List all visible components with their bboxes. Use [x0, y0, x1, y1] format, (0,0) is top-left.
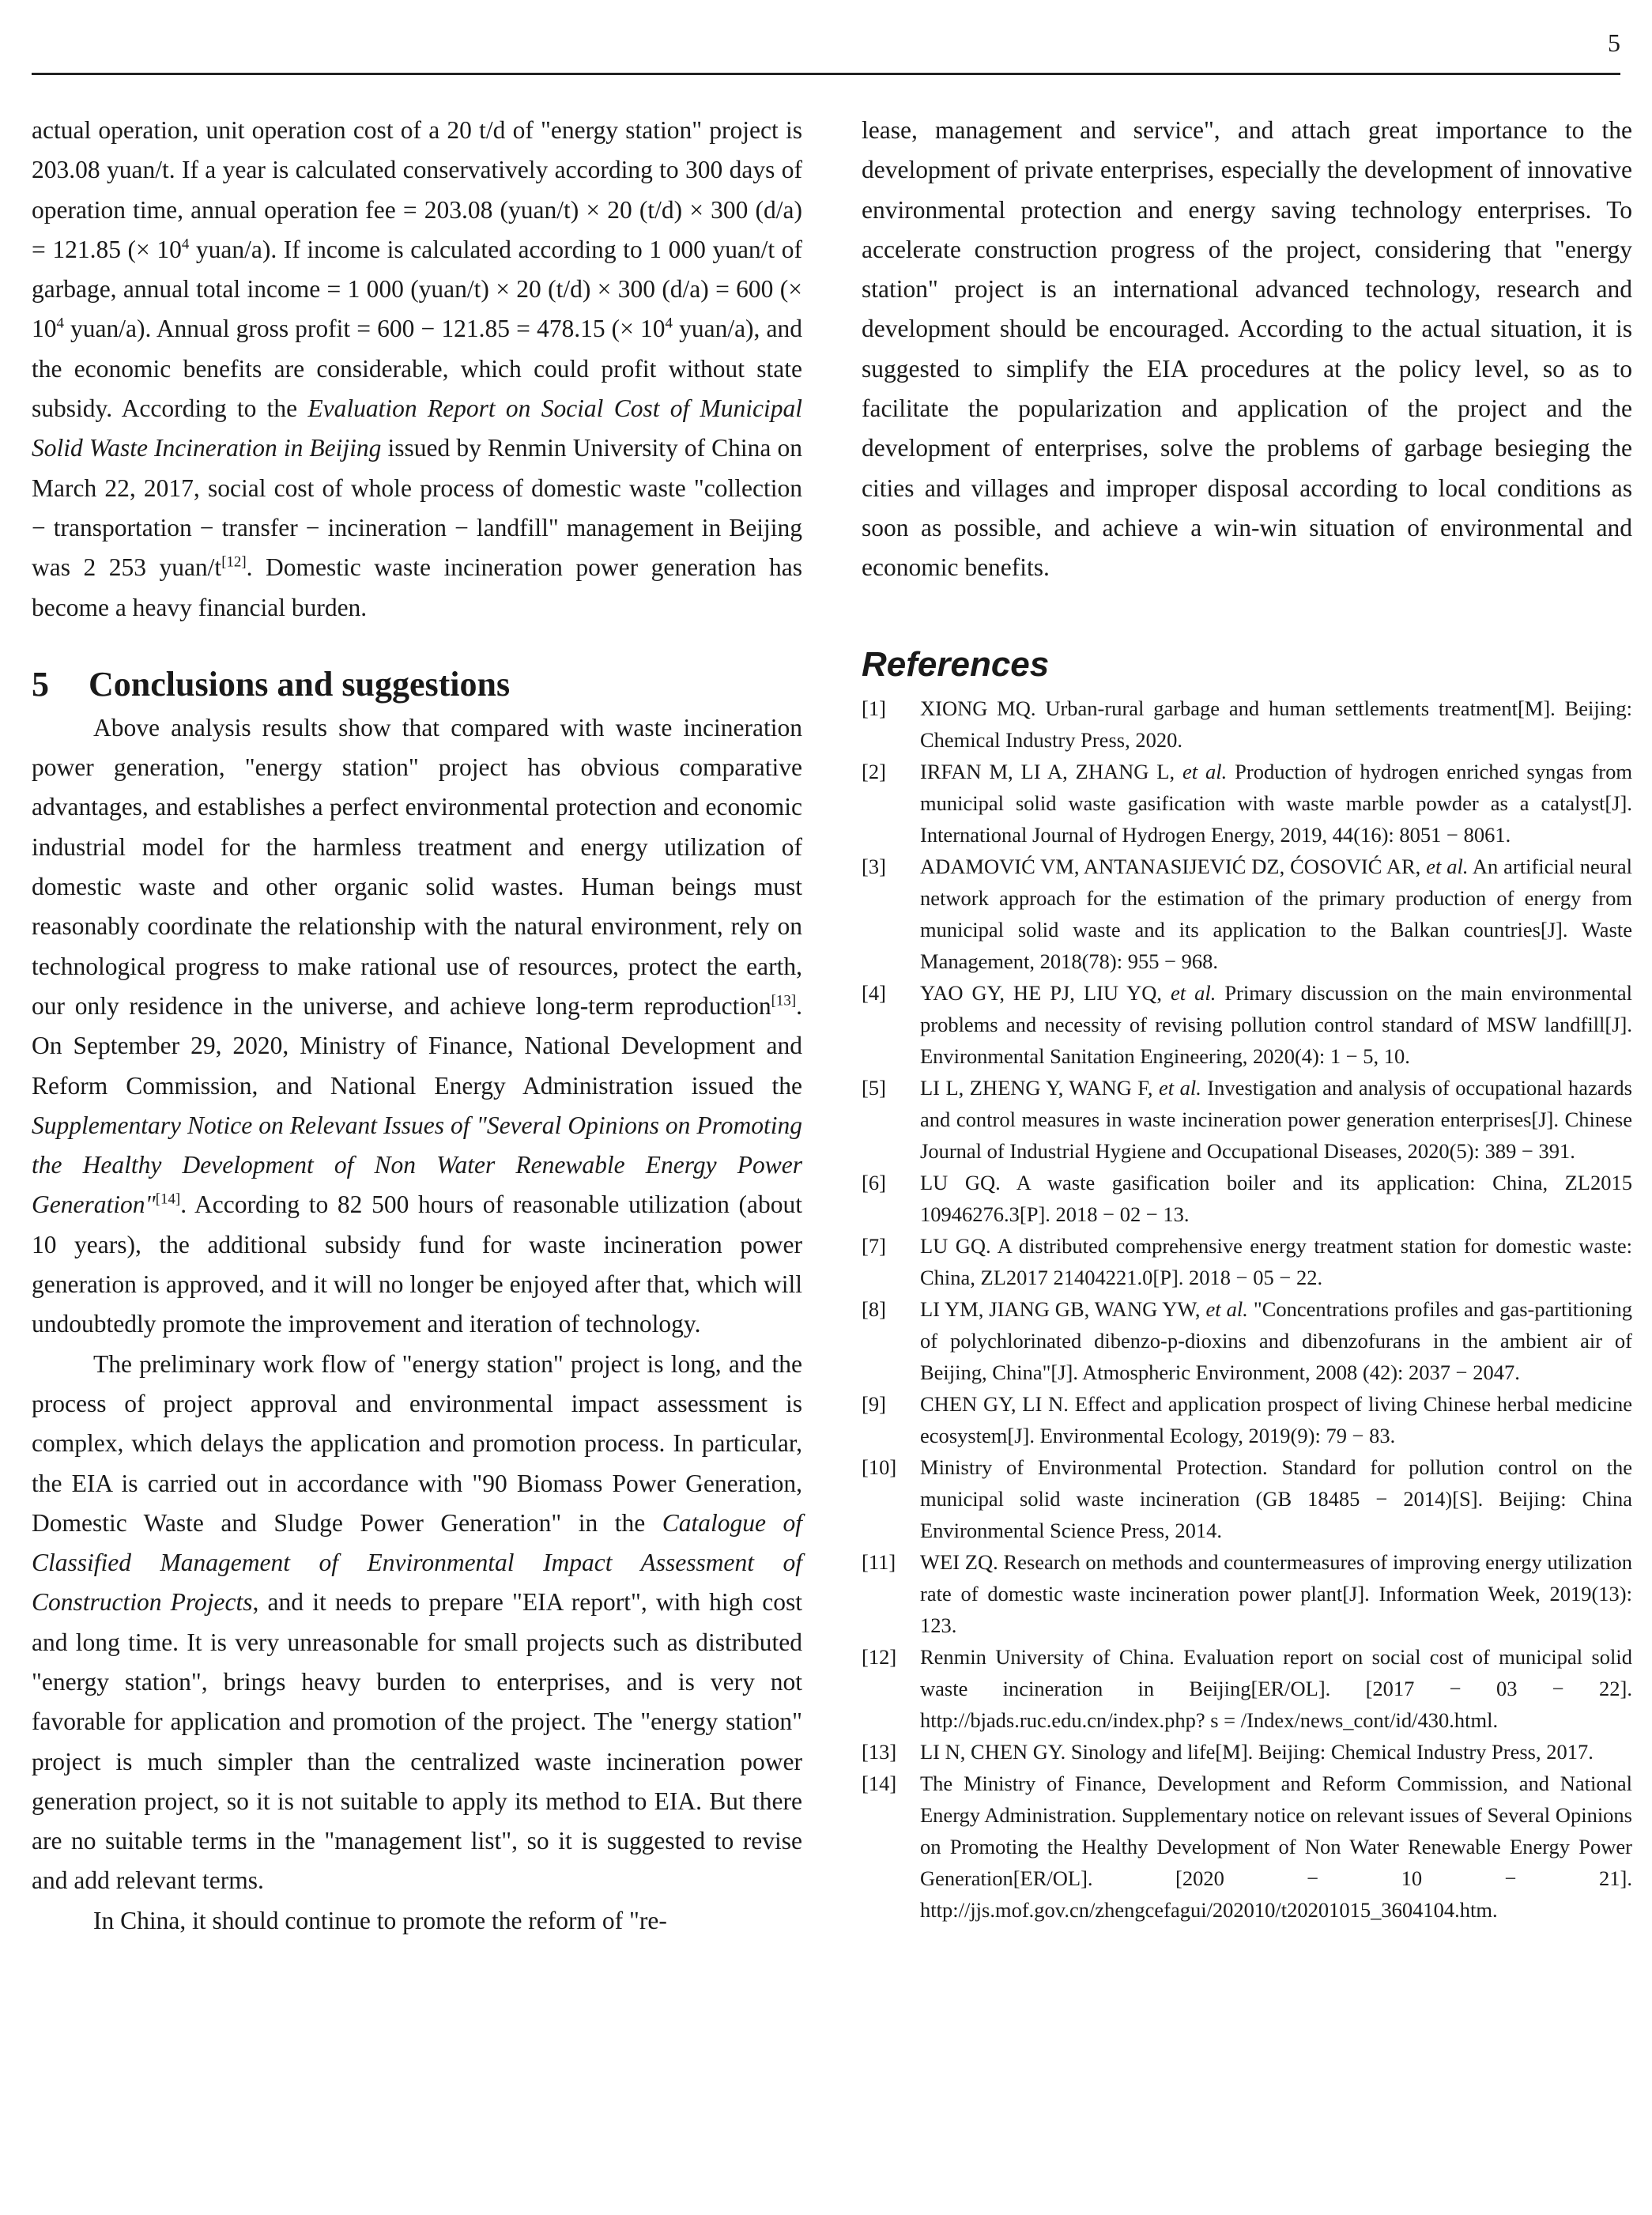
text-run: Ministry of Environmental Protection. Standard for pollution control on the municipal solid waste incineration (GB 18485 − 2014)[S]. Beijing: China Environmental Science Press, 2014. [920, 1455, 1632, 1542]
reference-label: [13] [862, 1739, 897, 1764]
right-column [862, 111, 1632, 1926]
reference-text [920, 1388, 1632, 1451]
reference-list [862, 692, 1632, 1926]
reference-item [862, 851, 1632, 977]
reference-label: [2] [862, 759, 886, 783]
text-run: LI N, CHEN GY. Sinology and life[M]. Beijing: Chemical Industry Press, 2017. [920, 1739, 1594, 1764]
text-run: yuan/a). Annual gross profit = 600 − 121.85 = 478.15 (× 10 [63, 315, 666, 343]
et-al: et al. [1170, 980, 1216, 1005]
text-run: LU GQ. A waste gasification boiler and its application: China, ZL2015 10946276.3[P]. 2018 − 02 − 13. [920, 1170, 1632, 1226]
reference-label: [5] [862, 1075, 886, 1100]
reference-label: [7] [862, 1233, 886, 1258]
text-run: YAO GY, HE PJ, LIU YQ, [920, 980, 1171, 1005]
et-al: et al. [1159, 1075, 1201, 1100]
references-heading: References [862, 644, 1050, 684]
left-column [32, 111, 802, 1941]
text-run: issued by Renmin University of China on March 22, 2017, social cost of whole process of domestic waste "collection − transportation − transfer − incineration − landfill" management in Beijing was 2 253 yuan/t [32, 434, 802, 582]
text-run: The Ministry of Finance, Development and Reform Commission, and National Energy Administration. Supplementary notice on relevant issues of Several Opinions on Promoting the Healthy Development of Non Water Renewable Energy Power Generation[ER/OL]. [2020 − 10 − 21]. http://jjs.mof.gov.cn/zhengcefagui/202010/t20201015_3604104.htm. [920, 1771, 1632, 1922]
reference-label: [9] [862, 1391, 886, 1416]
reference-text [920, 1167, 1632, 1230]
citation-14: [14] [155, 1191, 181, 1208]
reference-item [862, 1546, 1632, 1641]
reference-item [862, 692, 1632, 756]
reference-item [862, 1388, 1632, 1451]
text-run: , and it needs to prepare "EIA report", with high cost and long time. It is very unreasonable for small projects such as distributed "energy station", brings heavy burden to enterprises, and is very not favorable for application and promotion of the project. The "energy station" project is much simpler than the centralized waste incineration power generation project, so it is not suitable to apply its method to EIA. But there are no suitable terms in the "management list", so it is suggested to revise and add relevant terms. [32, 1588, 803, 1895]
paragraph-economic-analysis [32, 111, 802, 628]
italic-title: Catalogue of Classified Management of Environmental Impact Assessment of Construction Projects [32, 1508, 802, 1617]
text-run: XIONG MQ. Urban-rural garbage and human settlements treatment[M]. Beijing: Chemical Industry Press, 2020. [920, 696, 1632, 752]
reference-label: [14] [862, 1771, 897, 1795]
reference-item [862, 756, 1632, 851]
text-run: yuan/a). If income is calculated according to 1 000 yuan/t of garbage, annual total income = 1 000 (yuan/t) × 20 (t/d) × 300 (d/a) = 600 (× 10 [32, 235, 802, 343]
reference-item [862, 1768, 1632, 1926]
reference-text [920, 1230, 1632, 1293]
italic-title: Evaluation Report on Social Cost of Municipal Solid Waste Incineration in Beijing [32, 394, 802, 462]
paragraph-reform: In China, it should continue to promote the reform of "re- [93, 1906, 667, 1934]
et-al: et al. [1182, 759, 1228, 783]
reference-label: [3] [862, 854, 886, 878]
reference-label: [10] [862, 1455, 897, 1479]
reference-text [920, 1072, 1632, 1167]
reference-label: [6] [862, 1170, 886, 1194]
text-run: CHEN GY, LI N. Effect and application prospect of living Chinese herbal medicine ecosystem[J]. Environmental Ecology, 2019(9): 79 − 83. [920, 1391, 1632, 1447]
reference-item [862, 977, 1632, 1072]
superscript: 4 [181, 236, 190, 253]
citation-13: [13] [771, 992, 797, 1009]
text-run: . According to 82 500 hours of reasonable utilization (about 10 years), the additional subsidy fund for waste incineration power generation is approved, and it will no longer be enjoyed after that, which will undoubtedly promote the improvement and iteration of technology. [32, 1191, 802, 1338]
reference-text [920, 1768, 1632, 1926]
section-heading [32, 661, 802, 708]
text-run: Primary discussion on the main environmental problems and necessity of revising pollution control standard of MSW landfill[J]. Environmental Sanitation Engineering, 2020(4): 1 − 5, 10. [920, 980, 1632, 1068]
text-run: Above analysis results show that compared with waste incineration power generation, "energy station" project has obvious comparative advantages, and establishes a perfect environmental protection and economic industrial model for the harmless treatment and energy utilization of domestic waste and other organic solid wastes. Human beings must reasonably coordinate the relationship with the natural environment, rely on technological progress to make rational use of resources, protect the earth, our only residence in the universe, and achieve long-term reproduction [32, 713, 802, 1020]
text-run: Production of hydrogen enriched syngas from municipal solid waste gasification with waste marble powder as a catalyst[J]. International Journal of Hydrogen Energy, 2019, 44(16): 8051 − 8061. [920, 759, 1632, 847]
reference-label: [11] [862, 1549, 896, 1574]
reference-text [920, 1641, 1632, 1736]
reference-label: [8] [862, 1296, 886, 1321]
page-number: 5 [1608, 28, 1620, 57]
italic-title: Supplementary Notice on Relevant Issues of "Several Opinions on Promoting the Healthy Development of Non Water Renewable Energy Power Generation" [32, 1111, 802, 1219]
reference-text [920, 851, 1632, 977]
citation-12: [12] [221, 553, 247, 571]
paragraph-conclusions [32, 708, 802, 1345]
reference-item [862, 1072, 1632, 1167]
text-run: The preliminary work flow of "energy station" project is long, and the process of project approval and environmental impact assessment is complex, which delays the application and promotion process. In particular, the EIA is carried out in accordance with "90 Biomass Power Generation, Domestic Waste and Sludge Power Generation" in the [32, 1349, 802, 1537]
reference-label: [4] [862, 980, 886, 1005]
reference-text [920, 1293, 1632, 1388]
text-run: . Domestic waste incineration power generation has become a heavy financial burden. [32, 553, 802, 621]
reference-label: [12] [862, 1644, 897, 1669]
reference-item [862, 1736, 1632, 1768]
section-title: Conclusions and suggestions [89, 664, 511, 704]
reference-item [862, 1167, 1632, 1230]
text-run: An artificial neural network approach for the estimation of the primary production of energy from municipal solid waste and its application to the Balkan countries[J]. Waste Management, 2018(78): 955 − 968. [920, 854, 1633, 973]
reference-text [920, 1736, 1632, 1768]
et-al: et al. [1426, 854, 1469, 878]
reference-item [862, 1451, 1632, 1546]
text-run: LU GQ. A distributed comprehensive energy treatment station for domestic waste: China, ZL2017 21404221.0[P]. 2018 − 05 − 22. [920, 1233, 1632, 1289]
reference-text [920, 1451, 1632, 1546]
text-run: . On September 29, 2020, Ministry of Finance, National Development and Reform Commission, and National Energy Administration issued the [32, 991, 802, 1100]
reference-text [920, 977, 1632, 1072]
text-run: actual operation, unit operation cost of a 20 t/d of "energy station" project is 203.08 yuan/t. If a year is calculated conservatively according to 300 days of operation time, annual operation fee = 203.08 (yuan/t) × 20 (t/d) × 300 (d/a) = 121.85 (× 10 [32, 116, 802, 263]
text-run: Investigation and analysis of occupational hazards and control measures in waste incineration power generation enterprises[J]. Chinese Journal of Industrial Hygiene and Occupational Diseases, 2020(5): 389 − 391. [920, 1075, 1632, 1163]
reference-item [862, 1230, 1632, 1293]
text-run: ADAMOVIĆ VM, ANTANASIJEVIĆ DZ, ĆOSOVIĆ AR, [920, 854, 1427, 878]
text-run: WEI ZQ. Research on methods and countermeasures of improving energy utilization rate of domestic waste incineration power plant[J]. Information Week, 2019(13): 123. [920, 1549, 1632, 1637]
text-run: "Concentrations profiles and gas-partitioning of polychlorinated dibenzo-p-dioxins and dibenzofurans in the ambient air of Beijing, China"[J]. Atmospheric Environment, 2008 (42): 2037 − 2047. [920, 1296, 1632, 1384]
reference-label: [1] [862, 696, 886, 720]
text-run: Renmin University of China. Evaluation report on social cost of municipal solid waste incineration in Beijing[ER/OL]. [2017 − 03 − 22]. http://bjads.ruc.edu.cn/index.php? s = /Index/news_cont/id/430.html. [920, 1644, 1632, 1732]
reference-item [862, 1641, 1632, 1736]
text-run: LI L, ZHENG Y, WANG F, [920, 1075, 1159, 1100]
text-run: LI YM, JIANG GB, WANG YW, [920, 1296, 1206, 1321]
reference-text [920, 1546, 1632, 1641]
header-rule [32, 73, 1620, 75]
reference-text [920, 756, 1632, 851]
superscript: 4 [665, 315, 673, 332]
et-al: et al. [1205, 1296, 1248, 1321]
paragraph-eia [32, 1345, 802, 1901]
text-run: yuan/a), and the economic benefits are considerable, which could profit without state subsidy. According to the [32, 315, 802, 423]
paragraph-reform-continued: lease, management and service", and attach great importance to the development of private enterprises, especially the development of innovative environmental protection and energy saving technology enterprises. To accelerate construction progress of the project, considering that "energy station" project is an international advanced technology, research and development should be encouraged. According to the actual situation, it is suggested to simplify the EIA procedures at the policy level, so as to facilitate the popularization and application of the project and the development of enterprises, solve the problems of garbage besieging the cities and villages and improper disposal according to local conditions as soon as possible, and achieve a win-win situation of environmental and economic benefits. [862, 116, 1632, 582]
superscript: 4 [56, 315, 64, 332]
reference-text [920, 692, 1632, 756]
section-number: 5 [32, 664, 49, 704]
text-run: IRFAN M, LI A, ZHANG L, [920, 759, 1182, 783]
reference-item [862, 1293, 1632, 1388]
